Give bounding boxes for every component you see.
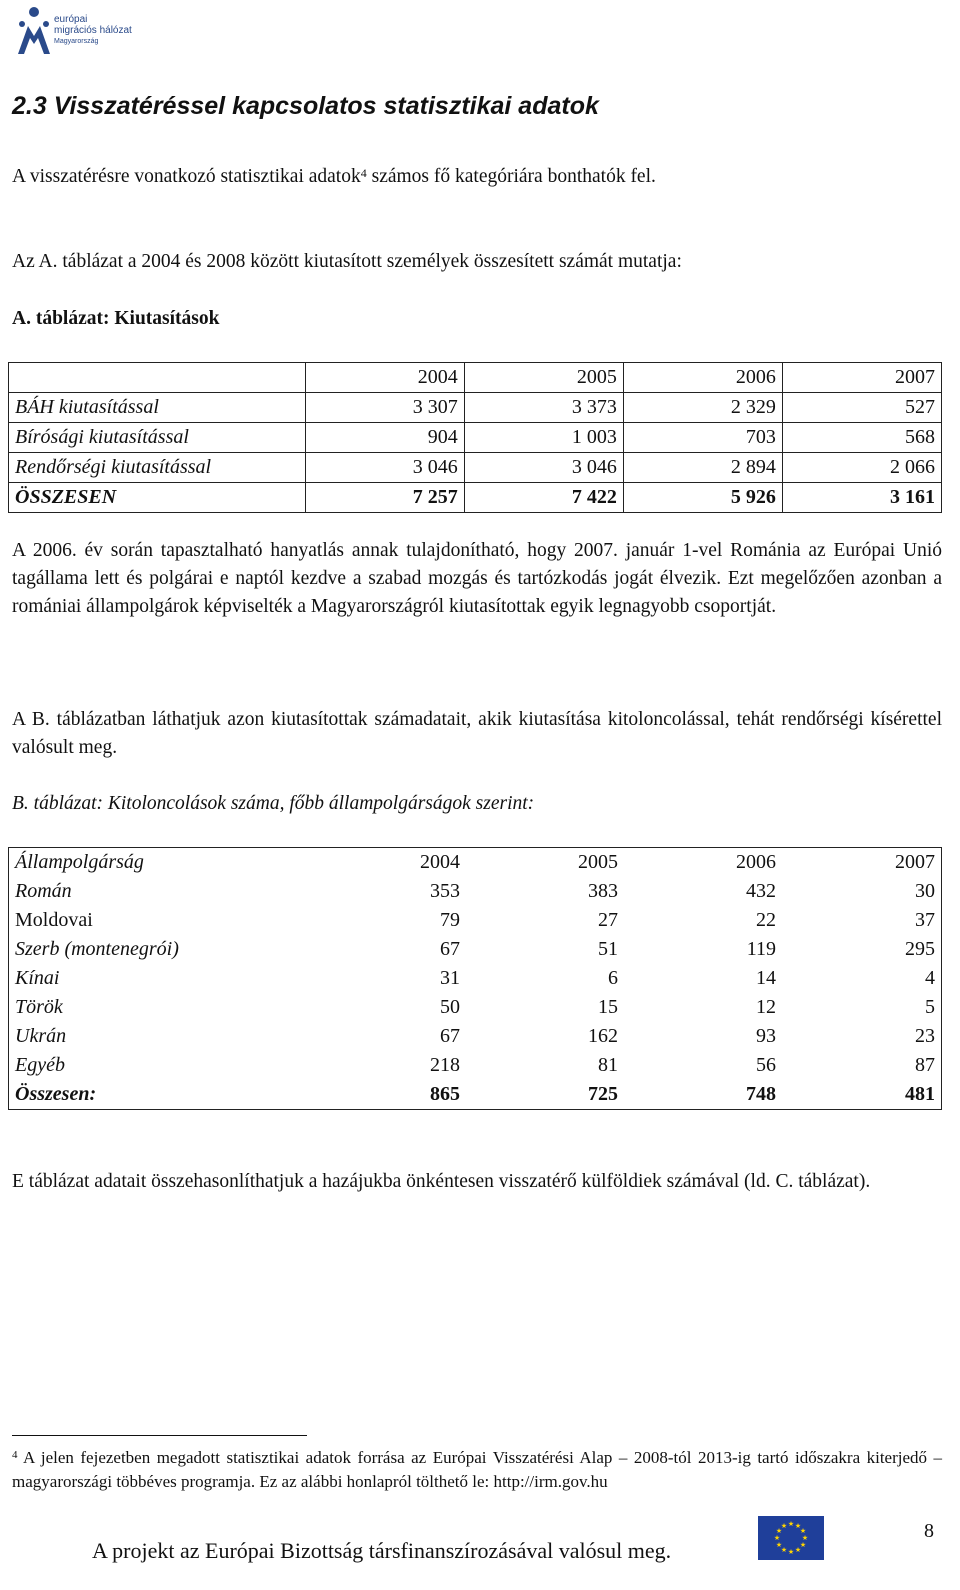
logo-line-1: európai <box>54 14 88 25</box>
total-cell: 7 257 <box>305 483 464 513</box>
cell: 79 <box>439 909 460 931</box>
total-cell: 725 <box>466 1080 624 1110</box>
total-cell: 748 <box>624 1080 782 1110</box>
row-label: Román <box>9 877 309 906</box>
table-row <box>9 453 942 483</box>
table-row <box>9 993 942 1022</box>
row-label: Török <box>9 993 309 1022</box>
footnote-divider <box>12 1435 307 1436</box>
cell: 568 <box>782 423 941 453</box>
cell: 4 <box>782 964 942 993</box>
cell: 1 003 <box>464 423 623 453</box>
footnote-ref[interactable]: 4 <box>360 166 367 180</box>
paragraph-romania: A 2006. év során tapasztalható hanyatlás annak tulajdonítható, hogy 2007. január 1-vel Románia az Európai Unió tagállama lett és polgárai e naptól kezdve a szabad mozgás és tartózkodás jogát élvezik. Ezt megelőzően azonban a romániai állampolgárok képviselték a Magyarországról kiutasítottak egyik legnagyobb csoportját. <box>12 540 942 617</box>
footnote <box>12 1446 942 1494</box>
table-a-intro: Az A. táblázat a 2004 és 2008 között kiutasított személyek összesített számát mutatja: <box>12 251 682 272</box>
total-cell: 865 <box>308 1080 466 1110</box>
header-cell: 2006 <box>623 363 782 393</box>
cell: 119 <box>746 938 776 960</box>
row-label: Rendőrségi kiutasítással <box>9 453 306 483</box>
table-row <box>9 877 942 906</box>
table-row <box>9 393 942 423</box>
svg-text:★: ★ <box>799 1527 807 1535</box>
cell: 67 <box>439 1025 460 1047</box>
svg-text:★: ★ <box>775 1541 783 1549</box>
logo-figures-icon <box>14 4 54 60</box>
cell: 93 <box>755 1025 776 1047</box>
cell: 14 <box>755 967 776 989</box>
svg-text:★: ★ <box>799 1541 807 1549</box>
cell: 3 307 <box>305 393 464 423</box>
section-heading: 2.3 Visszatéréssel kapcsolatos statisztikai adatok <box>12 92 599 120</box>
cell: 383 <box>587 880 618 902</box>
row-label: Szerb (montenegrói) <box>9 935 309 964</box>
cell: 295 <box>782 935 942 964</box>
intro-text: A visszatérésre vonatkozó statisztikai adatok <box>12 166 361 187</box>
header-cell: 2005 <box>464 363 623 393</box>
row-label: BÁH kiutasítással <box>9 393 306 423</box>
svg-text:★: ★ <box>794 1522 802 1530</box>
cell: 81 <box>597 1054 618 1076</box>
cell: 2 066 <box>782 453 941 483</box>
cell: 87 <box>782 1051 942 1080</box>
cell: 5 <box>782 993 942 1022</box>
cell: 27 <box>597 909 618 931</box>
table-b-caption: B. táblázat: Kitoloncolások száma, főbb állampolgárságok szerint: <box>12 793 535 814</box>
svg-text:★: ★ <box>775 1527 783 1535</box>
header-cell <box>9 363 306 393</box>
svg-text:★: ★ <box>780 1546 788 1554</box>
total-cell: 5 926 <box>623 483 782 513</box>
header-cell: Állampolgárság <box>9 848 309 878</box>
footnote-number: 4 <box>12 1449 18 1461</box>
table-a-caption: A. táblázat: Kiutasítások <box>12 308 220 329</box>
svg-text:★: ★ <box>787 1520 795 1528</box>
intro-paragraph <box>12 163 942 191</box>
cell: 15 <box>597 996 618 1018</box>
cell: 2 329 <box>623 393 782 423</box>
paragraph-comparison: E táblázat adatait összehasonlíthatjuk a hazájukba önkéntesen visszatérő külföldiek számával (ld. C. táblázat). <box>12 1171 871 1192</box>
cell: 432 <box>745 880 776 902</box>
table-row <box>9 935 942 964</box>
page-number: 8 <box>924 1520 934 1542</box>
cell: 218 <box>429 1054 460 1076</box>
row-label: Egyéb <box>9 1051 309 1080</box>
eu-flag-icon <box>758 1516 824 1560</box>
row-label: Moldovai <box>9 906 309 935</box>
cell: 23 <box>782 1022 942 1051</box>
cell: 30 <box>782 877 942 906</box>
table-b <box>8 847 942 1110</box>
emh-logo <box>14 4 154 60</box>
intro-text-cont: számos fő kategóriára bonthatók fel. <box>366 166 656 187</box>
cell: 31 <box>439 967 460 989</box>
cell: 2 894 <box>623 453 782 483</box>
table-total-row <box>9 1080 942 1110</box>
header-cell: 2004 <box>308 848 466 878</box>
cell: 6 <box>607 967 618 989</box>
table-a <box>8 362 942 513</box>
cell: 67 <box>439 938 460 960</box>
cell: 37 <box>782 906 942 935</box>
table-row <box>9 1051 942 1080</box>
cell: 527 <box>782 393 941 423</box>
cell: 51 <box>597 938 618 960</box>
header-cell: 2005 <box>466 848 624 878</box>
total-cell: 3 161 <box>782 483 941 513</box>
cell: 3 046 <box>464 453 623 483</box>
cell: 353 <box>429 880 460 902</box>
paragraph-table-b-intro: A B. táblázatban láthatjuk azon kiutasítottak számadatait, akik kiutasítása kitoloncolással, tehát rendőrségi kísérettel valósult meg. <box>12 709 942 758</box>
header-cell: 2007 <box>782 848 942 878</box>
total-cell: 481 <box>782 1080 942 1110</box>
cell: 3 373 <box>464 393 623 423</box>
table-row <box>9 906 942 935</box>
row-label: Kínai <box>9 964 309 993</box>
svg-text:★: ★ <box>780 1522 788 1530</box>
table-total-row <box>9 483 942 513</box>
total-label: Összesen: <box>9 1080 309 1110</box>
footnote-text: A jelen fejezetben megadott statisztikai adatok forrása az Európai Visszatérési Alap – 2008-tól 2013-ig tartó időszakra kiterjedő – magyarországi többéves programja. Ez az alábbi honlapról tölthető le: http://irm.gov.hu <box>12 1448 942 1491</box>
row-label: Bírósági kiutasítással <box>9 423 306 453</box>
page-footer: A projekt az Európai Bizottság társfinanszírozásával valósul meg. <box>92 1538 672 1563</box>
table-header-row <box>9 848 942 878</box>
cell: 12 <box>755 996 776 1018</box>
table-row <box>9 964 942 993</box>
row-label: Ukrán <box>9 1022 309 1051</box>
cell: 703 <box>623 423 782 453</box>
svg-text:★: ★ <box>801 1534 809 1542</box>
total-cell: 7 422 <box>464 483 623 513</box>
header-cell: 2006 <box>624 848 782 878</box>
cell: 50 <box>439 996 460 1018</box>
table-row <box>9 423 942 453</box>
logo-line-3: Magyarország <box>54 38 99 45</box>
svg-text:★: ★ <box>787 1548 795 1556</box>
cell: 162 <box>587 1025 618 1047</box>
cell: 904 <box>305 423 464 453</box>
logo-text <box>54 14 132 47</box>
svg-text:★: ★ <box>794 1546 802 1554</box>
cell: 3 046 <box>305 453 464 483</box>
cell: 56 <box>755 1054 776 1076</box>
logo-line-2: migrációs hálózat <box>54 25 132 36</box>
header-cell: 2004 <box>305 363 464 393</box>
table-header-row <box>9 363 942 393</box>
header-cell: 2007 <box>782 363 941 393</box>
cell: 22 <box>755 909 776 931</box>
svg-text:★: ★ <box>773 1534 781 1542</box>
table-row <box>9 1022 942 1051</box>
total-label: ÖSSZESEN <box>9 483 306 513</box>
